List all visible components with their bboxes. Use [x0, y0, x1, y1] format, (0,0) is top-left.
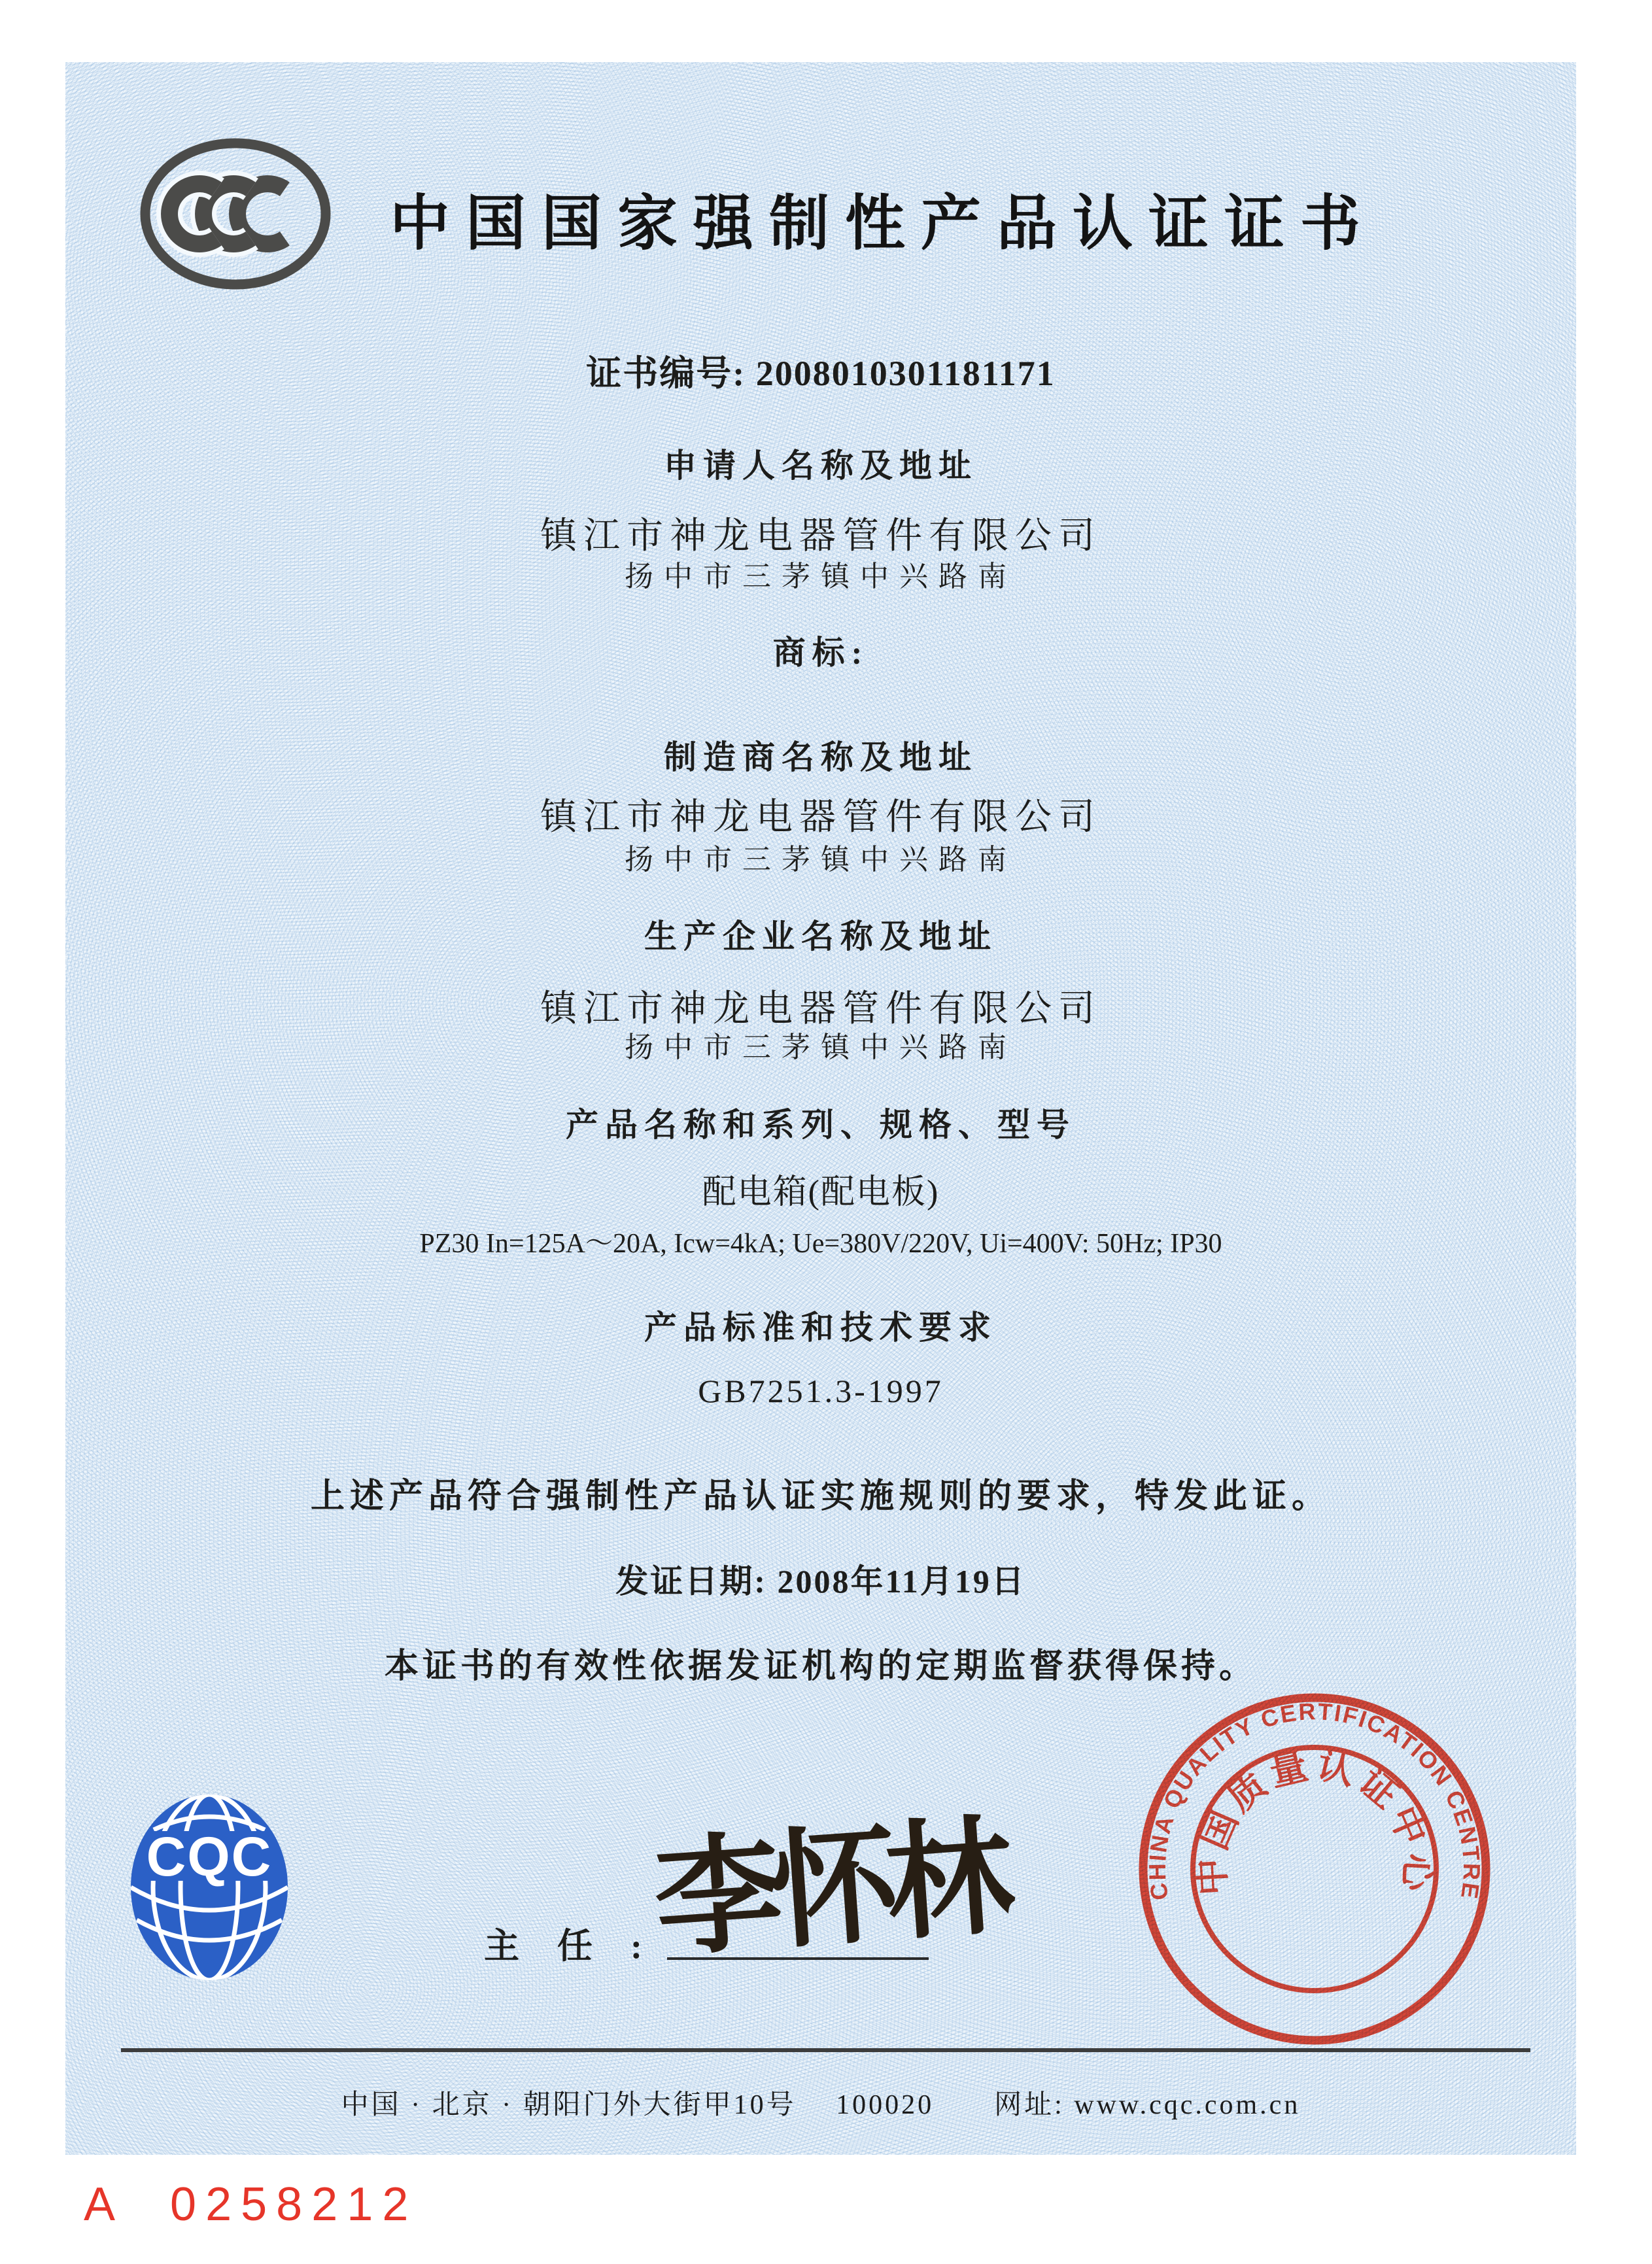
director-label: 主 任 :	[484, 1927, 644, 1966]
signature-underline	[667, 1957, 929, 1960]
certificate-number-label: 证书编号:	[586, 354, 746, 393]
stamp-chinese-text: 中国质量认证中心	[1190, 1744, 1439, 1897]
factory-company: 镇江市神龙电器管件有限公司	[540, 989, 1101, 1029]
applicant-company: 镇江市神龙电器管件有限公司	[540, 516, 1101, 557]
issue-date-label: 发证日期:	[615, 1563, 767, 1600]
trademark-heading: 商标:	[772, 634, 869, 671]
compliance-statement: 上述产品符合强制性产品认证实施规则的要求，特发此证。	[310, 1478, 1331, 1515]
cqc-logo-text: CQC	[146, 1826, 273, 1887]
manufacturer-address: 扬中市三茅镇中兴路南	[625, 844, 1017, 876]
applicant-address: 扬中市三茅镇中兴路南	[625, 560, 1017, 592]
serial-number: A 0258212	[84, 2178, 418, 2231]
page-title: 中国国家强制性产品认证证书	[389, 190, 1376, 257]
footer-address: 中国 · 北京 · 朝阳门外大街甲10号 100020 网址: www.cqc.com.cn	[341, 2090, 1301, 2120]
factory-heading: 生产企业名称及地址	[644, 918, 997, 955]
footer-divider	[121, 2048, 1530, 2052]
issue-date-line	[65, 1555, 1576, 1602]
applicant-heading: 申请人名称及地址	[664, 447, 978, 484]
manufacturer-heading: 制造商名称及地址	[664, 739, 978, 776]
factory-address: 扬中市三茅镇中兴路南	[625, 1031, 1017, 1063]
standard-heading: 产品标准和技术要求	[644, 1309, 997, 1346]
manufacturer-company: 镇江市神龙电器管件有限公司	[540, 797, 1101, 838]
product-spec: PZ30 In=125A～20A, Icw=4kA; Ue=380V/220V, Ui=400V: 50Hz; IP30	[419, 1229, 1222, 1259]
issue-date-value: 2008年11月19日	[777, 1563, 1026, 1600]
certificate-number-line	[65, 345, 1576, 396]
certificate-number-value: 2008010301181171	[755, 354, 1056, 393]
certificate-body	[65, 62, 1576, 2155]
product-heading: 产品名称和系列、规格、型号	[566, 1106, 1076, 1143]
svg-text:中国质量认证中心	[1191, 1745, 1439, 1896]
standard-value: GB7251.3-1997	[698, 1373, 944, 1409]
cqc-logo	[128, 1792, 291, 1983]
validity-statement: 本证书的有效性依据发证机构的定期监督获得保持。	[384, 1648, 1257, 1685]
director-signature: 李怀林	[650, 1807, 1007, 1973]
stamp-english-text: CHINA QUALITY CERTIFICATION CENTRE	[1143, 1698, 1486, 1902]
product-name: 配电箱(配电板)	[702, 1174, 940, 1211]
cqc-stamp	[1138, 1692, 1491, 2046]
